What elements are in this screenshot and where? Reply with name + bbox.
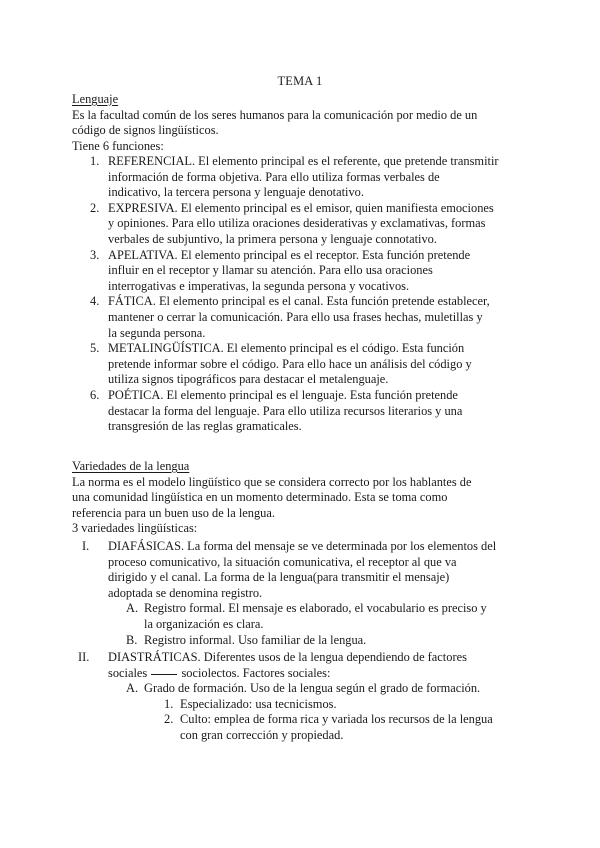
arrow-line — [151, 674, 177, 675]
roman-marker: I. — [82, 539, 90, 553]
list-line: METALINGÜÍSTICA. El elemento principal es el código. Esta función — [108, 341, 465, 356]
definition-line: referencia para un buen uso de la lengua. — [72, 505, 275, 520]
list-line: DIAFÁSICAS. La forma del mensaje se ve determinada por los elementos del — [108, 539, 497, 553]
list-item — [72, 388, 542, 435]
definition-line: una comunidad lingüística en un momento determinado. Esta se toma como — [72, 490, 448, 505]
page-title: TEMA 1 — [277, 74, 323, 88]
line-text: sociales — [108, 665, 148, 680]
list-marker: 3. — [90, 247, 100, 262]
list-line: indicativo, la tercera persona y lenguaje denotativo. — [108, 185, 364, 200]
list-item — [72, 201, 542, 248]
list-line: Registro informal. Uso familiar de la lengua. — [144, 632, 367, 647]
list-marker: 2. — [90, 200, 100, 215]
list-line: influir en el receptor y llamar su atención. Para ello usa oraciones — [108, 263, 433, 278]
heading-lenguaje: Lenguaje — [72, 92, 119, 106]
section-lenguaje — [72, 92, 532, 154]
list-item — [72, 681, 542, 697]
list-line: interrogativas e imperativas, la segunda persona y vocativos. — [108, 278, 410, 293]
list-item — [72, 341, 542, 388]
roman-marker: II. — [78, 650, 90, 664]
functions-intro: Tiene 6 funciones: — [72, 138, 164, 153]
list-item — [72, 248, 542, 295]
list-line: transgresión de las reglas gramaticales. — [108, 419, 302, 434]
list-line: verbales de subjuntivo, la primera persona y lenguaje connotativo. — [108, 231, 437, 246]
list-line: destacar la forma del lenguaje. Para ello utiliza recursos literarios y una — [108, 403, 463, 418]
list-marker: 2. — [164, 712, 174, 727]
list-line: Especializado: usa tecnicismos. — [180, 696, 337, 711]
list-item — [72, 601, 542, 632]
functions-list — [72, 154, 542, 435]
list-line: proceso comunicativo, la situación comunicativa, el receptor al que va — [108, 554, 457, 569]
list-line: APELATIVA. El elemento principal es el receptor. Esta función pretende — [108, 247, 471, 262]
section-variedades — [72, 459, 532, 537]
list-line: y opiniones. Para ello utiliza oraciones desiderativas y exclamativas, formas — [108, 216, 486, 231]
list-line: Registro formal. El mensaje es elaborado, el vocabulario es preciso y — [144, 601, 487, 616]
definition-line: código de signos lingüísticos. — [72, 123, 219, 138]
list-line: Culto: emplea de forma rica y variada los recursos de la lengua — [180, 712, 493, 727]
list-line: POÉTICA. El elemento principal es el lenguaje. Esta función pretende — [108, 387, 458, 402]
list-line: información de forma objetiva. Para ello utiliza formas verbales de — [108, 169, 440, 184]
list-item — [72, 633, 542, 649]
heading-variedades: Variedades de la lengua — [72, 459, 190, 473]
list-line: REFERENCIAL. El elemento principal es el referente, que pretende transmitir — [108, 154, 499, 168]
alpha-marker: A. — [126, 601, 139, 616]
list-item — [72, 294, 542, 341]
list-line: la organización es clara. — [144, 616, 264, 631]
definition-line: Es la facultad común de los seres humanos para la comunicación por medio de un — [72, 107, 478, 122]
list-marker: 1. — [90, 154, 100, 168]
list-line: la segunda persona. — [108, 325, 206, 340]
list-line: adoptada se denomina registro. — [108, 585, 263, 600]
list-item — [72, 697, 542, 713]
list-line — [108, 666, 542, 682]
list-item — [72, 154, 542, 201]
list-line: DIASTRÁTICAS. Diferentes usos de la lengua dependiendo de factores — [108, 650, 467, 664]
list-line: utiliza signos tipográficos para destacar el metalenguaje. — [108, 372, 389, 387]
alpha-marker: B. — [126, 632, 138, 647]
definition-line: La norma es el modelo lingüístico que se considera correcto por los hablantes de — [72, 474, 472, 489]
list-line: Grado de formación. Uso de la lengua según el grado de formación. — [144, 681, 481, 696]
list-line: FÁTICA. El elemento principal es el canal. Esta función pretende establecer, — [108, 294, 490, 309]
list-marker: 4. — [90, 294, 100, 309]
list-item — [72, 712, 542, 743]
line-text: sociolectos. Factores sociales: — [178, 665, 331, 680]
alpha-marker: A. — [126, 681, 139, 696]
diastraticas-item — [72, 650, 542, 744]
list-marker: 5. — [90, 341, 100, 356]
diafasicas-item — [72, 539, 542, 648]
list-line: dirigido y el canal. La forma de la lengua(para transmitir el mensaje) — [108, 570, 450, 585]
list-line: mantener o cerrar la comunicación. Para ello usa frases hechas, muletillas y — [108, 309, 483, 324]
list-line: EXPRESIVA. El elemento principal es el emisor, quien manifiesta emociones — [108, 200, 494, 215]
list-line: con gran corrección y propiedad. — [180, 727, 344, 742]
list-line: pretende informar sobre el código. Para ello hace un análisis del código y — [108, 356, 472, 371]
list-marker: 6. — [90, 387, 100, 402]
variedades-intro: 3 variedades lingüísticas: — [72, 521, 198, 536]
list-marker: 1. — [164, 696, 174, 711]
